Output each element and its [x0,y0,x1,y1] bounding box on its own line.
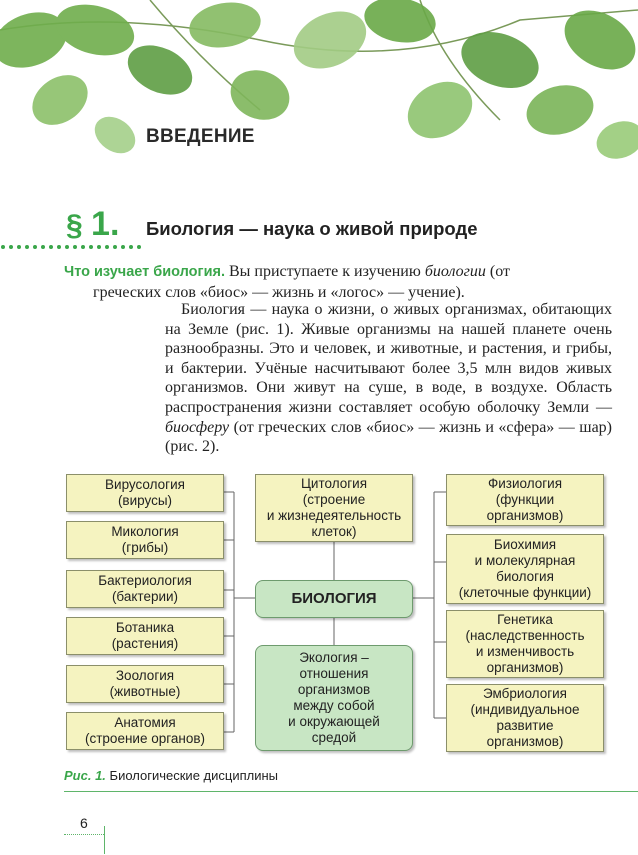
figure-label: Рис. 1. [64,768,106,783]
box-mycology: Микология (грибы) [66,521,224,559]
figure-caption-text: Биологические дисциплины [105,768,278,783]
box-physiology: Физиология (функции организмов) [446,474,604,526]
figure-caption [64,768,278,783]
page-number-tick [104,826,105,854]
box-genetics: Генетика (наследственность и изменчивость организмов) [446,610,604,678]
term-biology: биологии [424,263,486,280]
page-number-dots [64,834,104,835]
box-biology-center: БИОЛОГИЯ [255,580,413,618]
leaves-decoration [0,0,638,170]
box-zoology: Зоология (животные) [66,665,224,703]
section-symbol: § [66,209,83,242]
box-botany: Ботаника (растения) [66,617,224,655]
paragraph-lead: Что изучает биология. [64,264,225,280]
section-number-value: 1. [91,205,120,243]
paragraph-continuation: греческих слов «биос» — жизнь и «логос» — учение). [93,283,465,301]
box-bacteriology: Бактериология (бактерии) [66,570,224,608]
biology-disciplines-diagram [58,470,610,760]
box-ecology: Экология – отношения организмов между собой и окружающей средой [255,645,413,751]
chapter-heading: ВВЕДЕНИЕ [146,126,255,147]
paragraph-intro [64,262,612,302]
page-number: 6 [80,815,88,831]
dotted-divider [0,244,145,250]
footer-divider [64,791,638,792]
box-anatomy: Анатомия (строение органов) [66,712,224,750]
box-virology: Вирусология (вирусы) [66,474,224,512]
body-text-a: Биология — наука о жизни, о живых организмах, обитающих на Земле (рис. 1). Живые организмы на нашей планете очень разнообразны. Это и человек, и животные, и растения, и грибы, и бактерии. Учёные насчитывают более 3,5 млн видов живых организмов. Они живут на суше, в воде, в воздухе. Область распространения жизни составляет особую оболочку Земли — [165,301,612,416]
section-number [66,206,119,244]
box-cytology: Цитология (строение и жизнедеятельность клеток) [255,474,413,542]
paragraph-body [165,300,612,457]
box-embryology: Эмбриология (индивидуальное развитие организмов) [446,684,604,752]
paragraph-text-a: Вы приступаете к изучению [224,263,425,280]
section-title: Биология — наука о живой природе [146,218,478,239]
paragraph-text-b: (от [485,263,510,280]
body-text-b: (от греческих слов «биос» — жизнь и «сфера» — шар) (рис. 2). [165,418,612,456]
box-biochemistry: Биохимия и молекулярная биология (клеточные функции) [446,534,604,604]
term-biosphere: биосферу [165,418,230,436]
